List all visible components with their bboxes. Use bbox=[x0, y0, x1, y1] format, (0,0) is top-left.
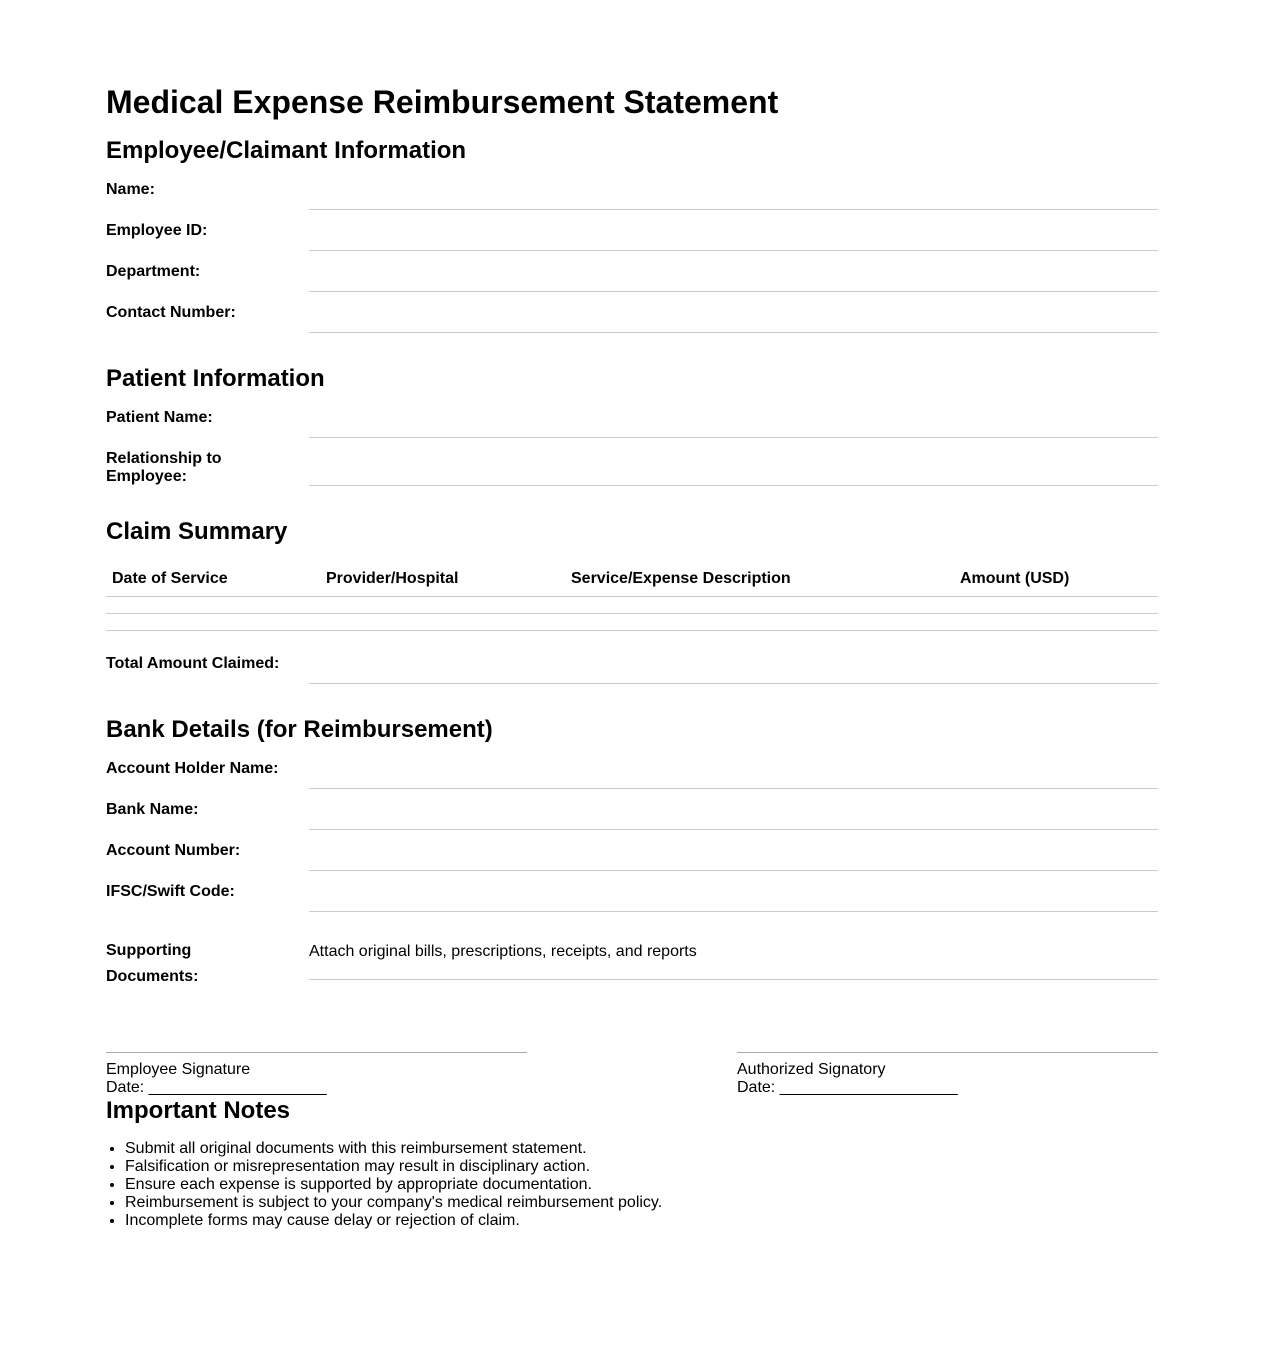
relationship-field-line bbox=[309, 485, 1158, 486]
supporting-documents-label: Supporting Documents: bbox=[106, 942, 199, 985]
authorized-signature-line[interactable] bbox=[737, 1052, 1158, 1053]
bank-name-label: Bank Name: bbox=[106, 801, 199, 818]
list-item: • Submit all original documents with this reimbursement statement. bbox=[125, 1140, 662, 1158]
list-item: • Ensure each expense is supported by appropriate documentation. bbox=[125, 1176, 662, 1194]
employee-id-label: Employee ID: bbox=[106, 222, 208, 239]
name-label: Name: bbox=[106, 181, 155, 198]
supporting-documents-note: Attach original bills, prescriptions, receipts, and reports bbox=[309, 943, 697, 960]
account-holder-field-line bbox=[309, 788, 1158, 789]
column-header-date: Date of Service bbox=[112, 570, 228, 587]
column-header-provider: Provider/Hospital bbox=[326, 570, 459, 587]
table-header-rule bbox=[106, 596, 1158, 597]
notes-heading: Important Notes bbox=[106, 1097, 291, 1124]
department-label: Department: bbox=[106, 263, 201, 280]
document-title: Medical Expense Reimbursement Statement bbox=[106, 84, 779, 120]
authorized-signatory-label: Authorized Signatory bbox=[737, 1061, 886, 1078]
name-field-line bbox=[309, 209, 1158, 210]
table-row[interactable] bbox=[106, 613, 1158, 614]
account-holder-label: Account Holder Name: bbox=[106, 760, 279, 777]
total-amount-label: Total Amount Claimed: bbox=[106, 655, 280, 672]
patient-name-label: Patient Name: bbox=[106, 409, 213, 426]
contact-number-field-line bbox=[309, 332, 1158, 333]
employee-id-field-line bbox=[309, 250, 1158, 251]
employee-signature-line[interactable] bbox=[106, 1052, 527, 1053]
relationship-label: Relationship to Employee: bbox=[106, 450, 222, 485]
column-header-amount: Amount (USD) bbox=[960, 570, 1070, 587]
patient-name-field-line bbox=[309, 437, 1158, 438]
account-number-field-line bbox=[309, 870, 1158, 871]
contact-number-label: Contact Number: bbox=[106, 304, 236, 321]
list-item: • Falsification or misrepresentation may result in disciplinary action. bbox=[125, 1158, 662, 1176]
account-number-label: Account Number: bbox=[106, 842, 241, 859]
claim-section-heading: Claim Summary bbox=[106, 518, 288, 545]
employee-signature-label: Employee Signature bbox=[106, 1061, 251, 1078]
authorized-signatory-date: Date: ____________________ bbox=[737, 1079, 958, 1096]
bank-name-field-line bbox=[309, 829, 1158, 830]
swift-code-field-line bbox=[309, 911, 1158, 912]
department-field-line bbox=[309, 291, 1158, 292]
list-item: • Reimbursement is subject to your company's medical reimbursement policy. bbox=[125, 1194, 662, 1212]
notes-list bbox=[106, 1140, 662, 1230]
list-item: • Incomplete forms may cause delay or rejection of claim. bbox=[125, 1212, 662, 1230]
total-amount-field-line bbox=[309, 683, 1158, 684]
swift-code-label: IFSC/Swift Code: bbox=[106, 883, 235, 900]
employee-section-heading: Employee/Claimant Information bbox=[106, 137, 467, 164]
column-header-description: Service/Expense Description bbox=[571, 570, 791, 587]
supporting-documents-line bbox=[309, 979, 1158, 980]
employee-signature-date: Date: ____________________ bbox=[106, 1079, 327, 1096]
patient-section-heading: Patient Information bbox=[106, 365, 325, 392]
table-row[interactable] bbox=[106, 630, 1158, 631]
bank-section-heading: Bank Details (for Reimbursement) bbox=[106, 716, 493, 743]
